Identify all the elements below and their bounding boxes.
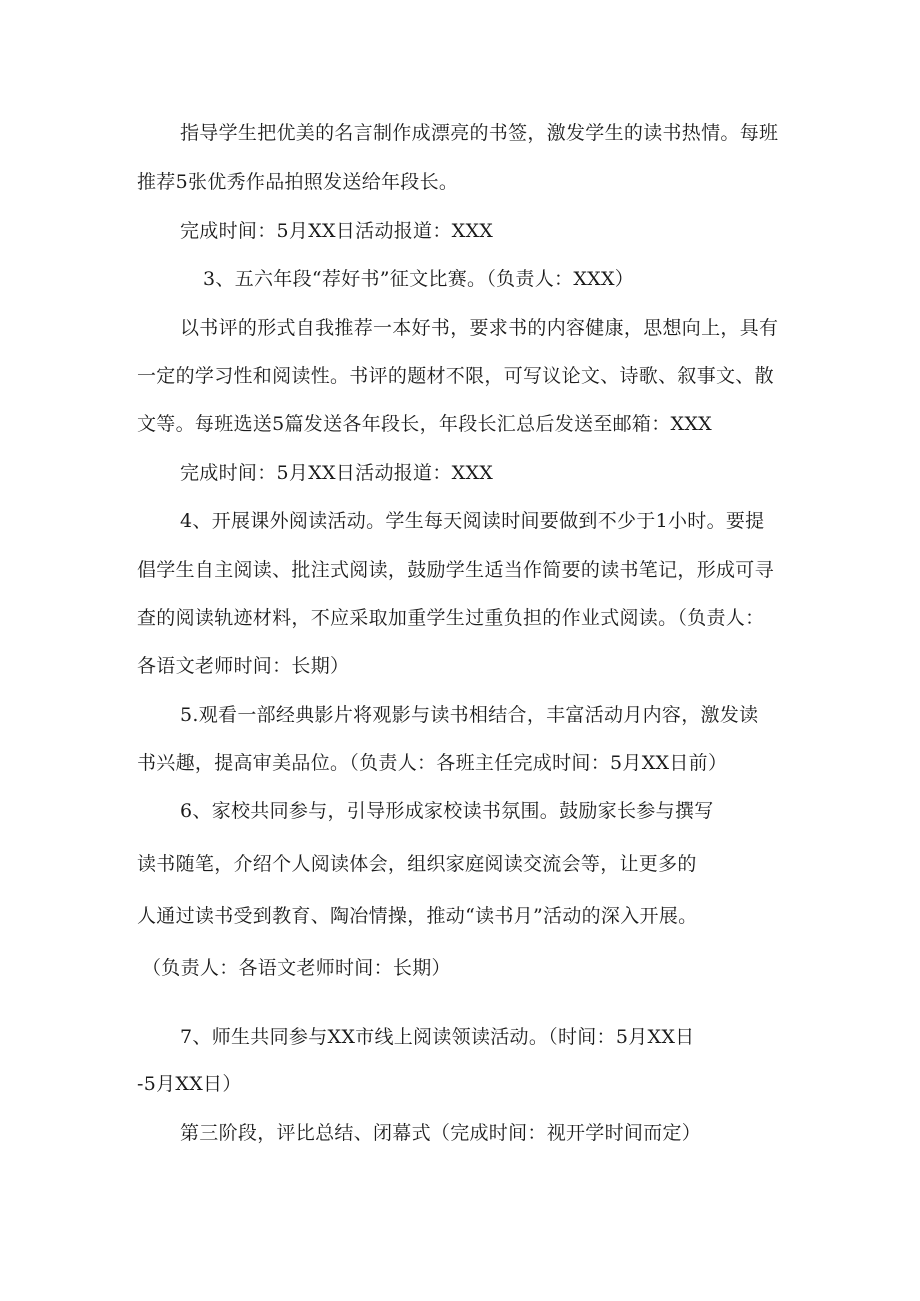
stage-three-heading: 第三阶段，评比总结、闭幕式（完成时间：视开学时间而定） (180, 1122, 702, 1144)
paragraph-line-1: 指导学生把优美的名言制作成漂亮的书签，激发学生的读书热情。每班 (180, 122, 779, 144)
paragraph-line-16: 读书随笔，介绍个人阅读体会，组织家庭阅读交流会等，让更多的 (137, 853, 697, 875)
paragraph-line-3: 完成时间：5月XX日活动报道：XXX (180, 220, 494, 242)
paragraph-line-8: 完成时间：5月XX日活动报道：XXX (180, 462, 494, 484)
section-heading-4: 4、开展课外阅读活动。学生每天阅读时间要做到不少于1小时。要提 (180, 510, 765, 532)
paragraph-line-12: 各语文老师时间：长期） (137, 655, 350, 677)
paragraph-line-14: 书兴趣，提高审美品位。（负责人：各班主任完成时间：5月XX日前） (137, 752, 728, 774)
paragraph-line-11: 查的阅读轨迹材料，不应采取加重学生过重负担的作业式阅读。（负责人： (137, 607, 765, 629)
section-heading-5: 5.观看一部经典影片将观影与读书相结合，丰富活动月内容，激发读 (180, 704, 759, 726)
paragraph-line-6: 一定的学习性和阅读性。书评的题材不限，可写议论文、诗歌、叙事文、散 (137, 365, 774, 387)
paragraph-line-5: 以书评的形式自我推荐一本好书，要求书的内容健康，思想向上，具有 (180, 317, 779, 339)
section-heading-6: 6、家校共同参与，引导形成家校读书氛围。鼓励家长参与撰写 (180, 800, 714, 822)
paragraph-line-7: 文等。每班选送5篇发送各年段长，年段长汇总后发送至邮箱：XXX (137, 413, 712, 435)
paragraph-line-10: 倡学生自主阅读、批注式阅读，鼓励学生适当作简要的读书笔记，形成可寻 (137, 559, 774, 581)
paragraph-line-17: 人通过读书受到教育、陶冶情操，推动“读书月”活动的深入开展。 (137, 905, 698, 927)
paragraph-line-18: （负责人：各语文老师时间：长期） (142, 957, 451, 979)
paragraph-line-2: 推荐5张优秀作品拍照发送给年段长。 (137, 171, 459, 193)
section-heading-3: 3、五六年段“荐好书”征文比赛。（负责人：XXX） (203, 268, 635, 290)
paragraph-line-20: -5月XX日） (137, 1073, 242, 1095)
section-heading-7: 7、师生共同参与XX市线上阅读领读活动。（时间：5月XX日 (180, 1026, 695, 1048)
